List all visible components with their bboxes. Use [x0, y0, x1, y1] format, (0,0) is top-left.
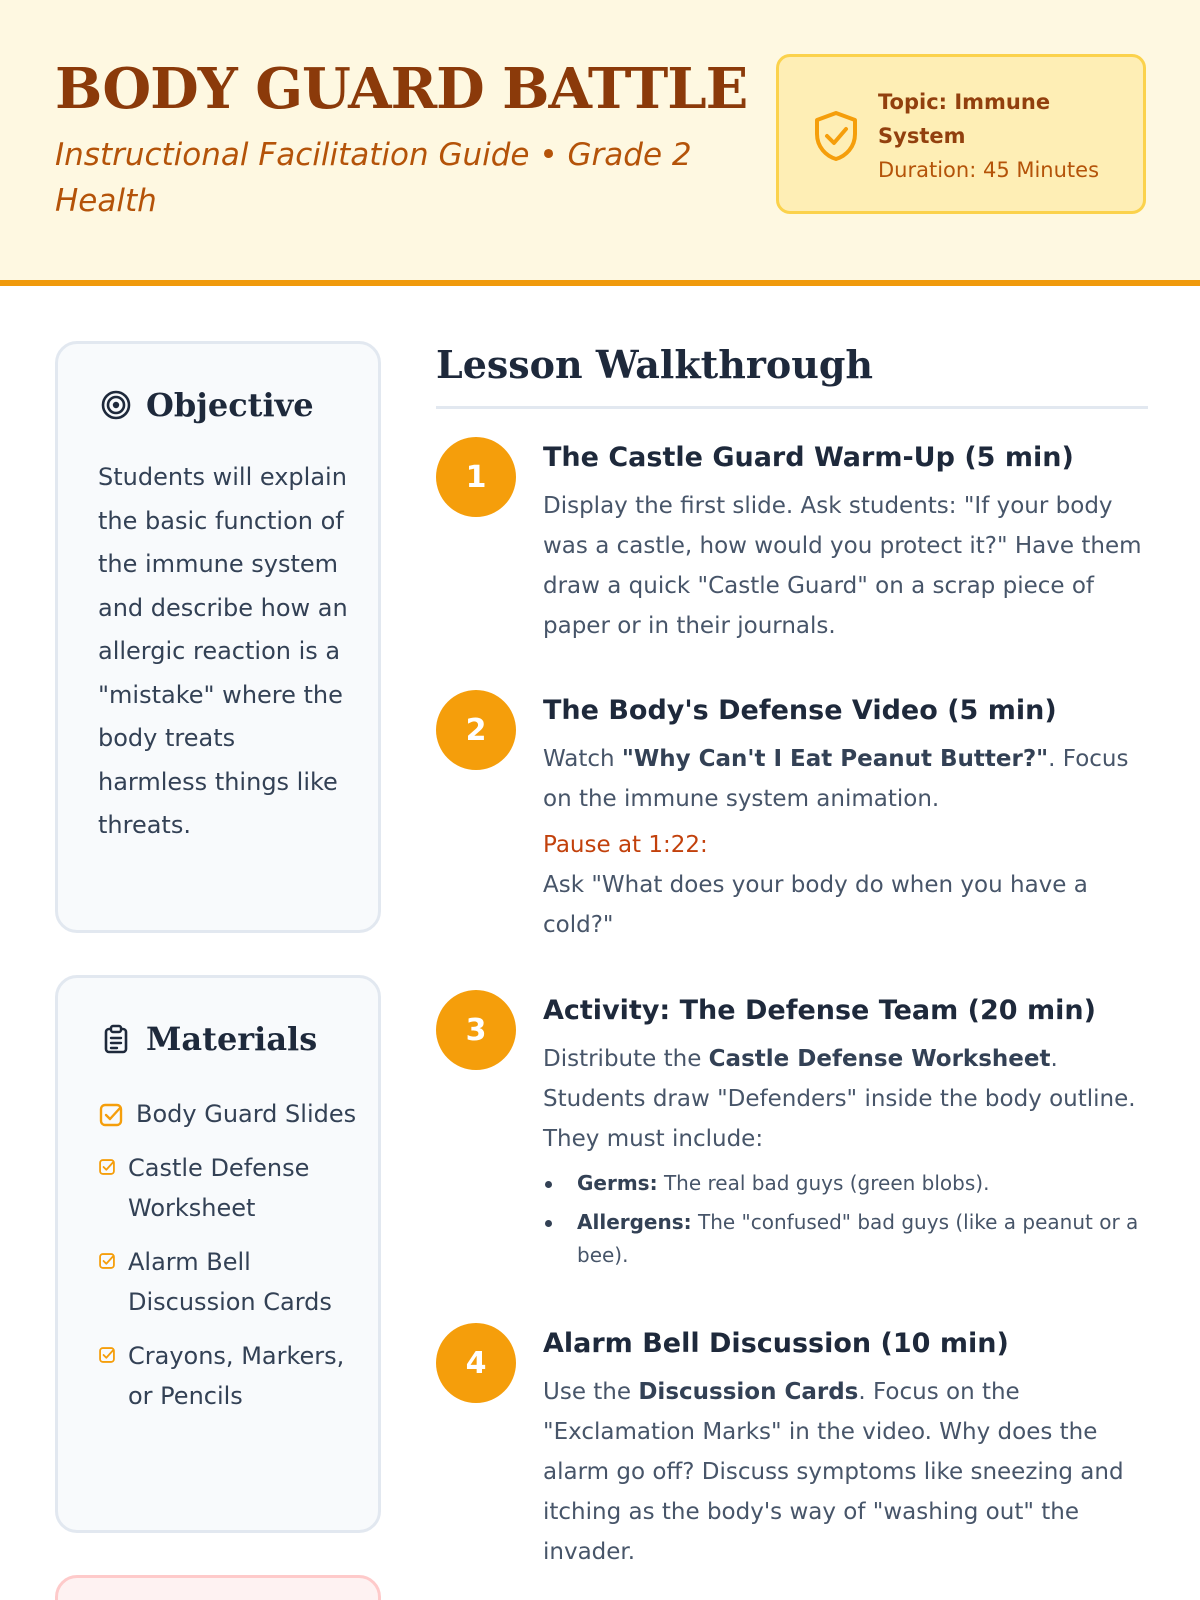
step-title: Activity: The Defense Team (20 min) — [543, 995, 1096, 1026]
step-text-part: . Focus on the "Exclamation Marks" in the video. Why does the alarm go off? Discuss symptoms like sneezing and itching as the body's way of "washing out" the invader. — [543, 1379, 1124, 1565]
target-icon — [100, 389, 132, 421]
section-divider — [436, 406, 1148, 409]
duration-label: Duration: 45 Minutes — [878, 158, 1100, 182]
material-label: Body Guard Slides — [136, 1100, 357, 1128]
checkbox-icon — [98, 1158, 116, 1176]
checkbox-icon — [98, 1252, 116, 1270]
material-label: Alarm Bell Discussion Cards — [128, 1248, 332, 1316]
list-item — [98, 1148, 358, 1228]
step-number: 4 — [436, 1323, 516, 1403]
bullet-text: The real bad guys (green blobs). — [657, 1171, 990, 1195]
checkbox-icon — [98, 1346, 116, 1364]
list-item — [543, 1206, 1143, 1272]
step-text-part: . Students draw "Defenders" inside the body outline. They must include: — [543, 1046, 1136, 1152]
list-item — [98, 1242, 358, 1322]
step-body — [543, 690, 1143, 945]
video-title: "Why Can't I Eat Peanut Butter?" — [621, 746, 1049, 772]
materials-card — [55, 975, 381, 1533]
walkthrough-title: Lesson Walkthrough — [436, 342, 874, 387]
bullet-label: Allergens: — [577, 1210, 692, 1234]
step-number: 1 — [436, 437, 516, 517]
step-body — [543, 1323, 1143, 1572]
step-text — [543, 739, 1143, 819]
bullet-label: Germs: — [577, 1171, 658, 1195]
step-text-part: . Focus on the immune system animation. — [543, 746, 1129, 812]
page-subtitle: Instructional Facilitation Guide • Grade 2 Health — [55, 137, 692, 219]
step-body — [543, 437, 1143, 646]
step-text — [543, 1039, 1143, 1159]
objective-text: Students will explain the basic function of the immune system and describe how an allergic reaction is a "mistake" where the body treats harmless things like threats. — [98, 463, 348, 839]
step-text — [543, 1372, 1143, 1572]
list-item — [98, 1094, 358, 1134]
step-number: 3 — [436, 990, 516, 1070]
checkbox-icon — [98, 1102, 124, 1128]
defenders-list — [543, 1167, 1143, 1272]
materials-title: Materials — [146, 1020, 318, 1058]
materials-list — [98, 1094, 358, 1430]
shield-check-icon — [811, 109, 861, 163]
objective-card — [55, 341, 381, 933]
objective-title: Objective — [146, 386, 314, 424]
step-text: Display the first slide. Ask students: "If your body was a castle, how would you protect it?" Have them draw a quick "Castle Guard" on a scrap piece of paper or in their journals. — [543, 493, 1142, 639]
materials-header — [100, 1020, 317, 1058]
objective-header — [100, 386, 314, 424]
step-title: Alarm Bell Discussion (10 min) — [543, 1328, 1009, 1359]
page-title: BODY GUARD BATTLE — [55, 56, 748, 122]
worksheet-name: Castle Defense Worksheet — [708, 1046, 1051, 1072]
step-title: The Castle Guard Warm-Up (5 min) — [543, 442, 1074, 473]
step-body — [543, 990, 1143, 1278]
material-label: Castle Defense Worksheet — [128, 1154, 310, 1222]
bullet-text: The "confused" bad guys (like a peanut or a bee). — [577, 1210, 1139, 1267]
topic-label: Topic: Immune System — [878, 90, 1051, 148]
next-card — [55, 1575, 381, 1600]
step-number: 2 — [436, 690, 516, 770]
step-text-part: Watch — [543, 746, 622, 772]
step-text-part: Use the — [543, 1379, 639, 1405]
pause-text: Ask "What does your body do when you have a cold?" — [543, 872, 1088, 938]
header-banner — [0, 0, 1200, 286]
clipboard-icon — [100, 1023, 132, 1055]
list-item — [543, 1167, 1143, 1200]
step-text-part: Distribute the — [543, 1046, 709, 1072]
pause-label: Pause at 1:22: — [543, 832, 708, 858]
material-label: Crayons, Markers, or Pencils — [128, 1342, 345, 1410]
step-title: The Body's Defense Video (5 min) — [543, 695, 1057, 726]
cards-name: Discussion Cards — [638, 1379, 859, 1405]
topic-card — [776, 54, 1146, 214]
list-item — [98, 1336, 358, 1416]
